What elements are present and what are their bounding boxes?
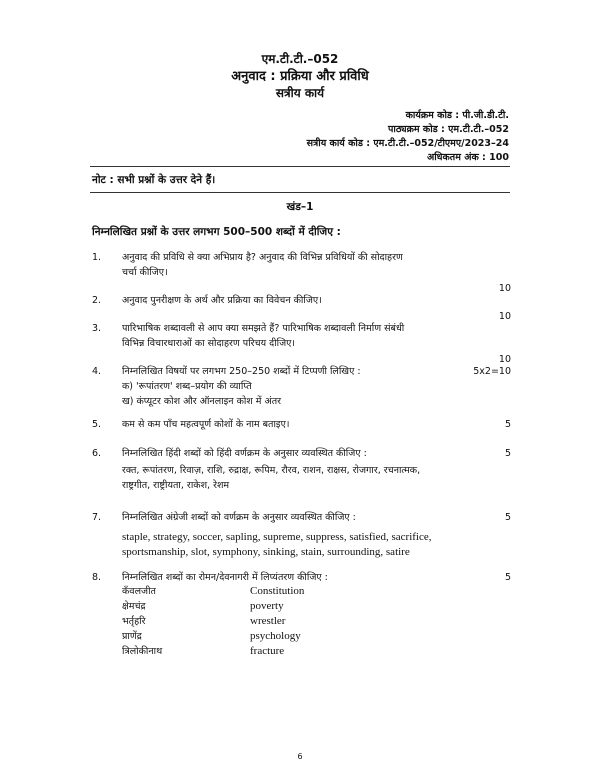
question-subitem: क) 'रूपांतरण' शब्द–प्रयोग की व्याप्ति xyxy=(122,381,252,392)
question-marks: 10 xyxy=(498,354,511,365)
course-code: पाठ्यक्रम कोड : एम.टी.टी.–052 xyxy=(388,124,509,135)
question-marks: 5 xyxy=(504,512,511,523)
hindi-word: प्राणेंद्र xyxy=(122,631,142,642)
assignment-code: सत्रीय कार्य कोड : एम.टी.टी.–052/टीएमए/2023–24 xyxy=(306,138,509,149)
question-text: निम्नलिखित अंग्रेजी शब्दों को वर्णक्रम के अनुसार व्यवस्थित कीजिए : xyxy=(122,512,356,523)
word-list: staple, strategy, soccer, sapling, supreme, suppress, satisfied, sacrifice, xyxy=(122,531,432,543)
instruction: निम्नलिखित प्रश्नों के उत्तर लगभग 500–500 शब्दों में दीजिए : xyxy=(92,226,341,238)
question-marks: 5x2=10 xyxy=(473,366,511,377)
course-title: अनुवाद : प्रक्रिया और प्रविधि xyxy=(231,69,369,84)
question-text: निम्नलिखित विषयों पर लगभग 250–250 शब्दों में टिप्पणी लिखिए : xyxy=(122,366,361,377)
question-marks: 10 xyxy=(498,311,511,322)
question-text: निम्नलिखित हिंदी शब्दों को हिंदी वर्णक्रम के अनुसार व्यवस्थित कीजिए : xyxy=(122,448,367,459)
english-word: fracture xyxy=(250,645,285,657)
course-code-title: एम.टी.टी.–052 xyxy=(261,52,339,66)
question-number: 8. xyxy=(92,572,102,583)
word-list: sportsmanship, slot, symphony, sinking, stain, surrounding, satire xyxy=(122,546,410,558)
hindi-word: कँवलजीत xyxy=(122,586,156,597)
section-title: खंड–1 xyxy=(286,201,314,213)
question-text: अनुवाद की प्रविधि से क्या अभिप्राय है? अनुवाद की विभिन्न प्रविधियों की सोदाहरण xyxy=(122,252,403,263)
english-word: psychology xyxy=(250,630,301,642)
question-text: निम्नलिखित शब्दों का रोमन/देवनागरी में लिप्यंतरण कीजिए : xyxy=(122,572,328,583)
question-number: 2. xyxy=(92,295,102,306)
page-number: 6 xyxy=(297,752,303,761)
question-marks: 5 xyxy=(504,448,511,459)
assignment-subtitle: सत्रीय कार्य xyxy=(275,86,325,100)
divider-bottom xyxy=(90,192,510,193)
word-list: रक्त, रूपांतरण, रिवाज़, राशि, रुद्राक्ष, रूपिम, रौरव, राशन, राक्षस, रोजगार, रचनात्मक, xyxy=(122,465,421,476)
question-text: पारिभाषिक शब्दावली से आप क्या समझते हैं? पारिभाषिक शब्दावली निर्माण संबंधी xyxy=(122,323,405,334)
word-list: राष्ट्रगीत, राष्ट्रीयता, राकेश, रेशम xyxy=(122,480,230,491)
question-marks: 5 xyxy=(504,572,511,583)
max-marks: अधिकतम अंक : 100 xyxy=(426,152,509,163)
note: नोट : सभी प्रश्नों के उत्तर देने हैं। xyxy=(92,174,216,186)
question-number: 5. xyxy=(92,419,102,430)
english-word: wrestler xyxy=(250,615,286,627)
question-marks: 5 xyxy=(504,419,511,430)
question-number: 3. xyxy=(92,323,102,334)
hindi-word: क्षेमचंद्र xyxy=(122,601,146,612)
question-text: चर्चा कीजिए। xyxy=(122,267,168,278)
question-number: 4. xyxy=(92,366,102,377)
programme-code: कार्यक्रम कोड : पी.जी.डी.टी. xyxy=(405,110,509,121)
question-text: अनुवाद पुनरीक्षण के अर्थ और प्रक्रिया का विवेचन कीजिए। xyxy=(122,295,322,306)
question-marks: 10 xyxy=(498,283,511,294)
hindi-word: भर्तृहरि xyxy=(122,616,146,627)
question-number: 6. xyxy=(92,448,102,459)
question-text: कम से कम पाँच महत्वपूर्ण कोशों के नाम बताइए। xyxy=(122,419,290,430)
divider-top xyxy=(90,166,510,167)
question-number: 1. xyxy=(92,252,102,263)
question-subitem: ख) कंप्यूटर कोश और ऑनलाइन कोश में अंतर xyxy=(122,396,282,407)
question-number: 7. xyxy=(92,512,102,523)
hindi-word: त्रिलोकीनाथ xyxy=(122,646,163,657)
english-word: Constitution xyxy=(250,585,305,597)
english-word: poverty xyxy=(250,600,284,612)
question-text: विभिन्न विचारधाराओं का सोदाहरण परिचय दीजिए। xyxy=(122,338,295,349)
